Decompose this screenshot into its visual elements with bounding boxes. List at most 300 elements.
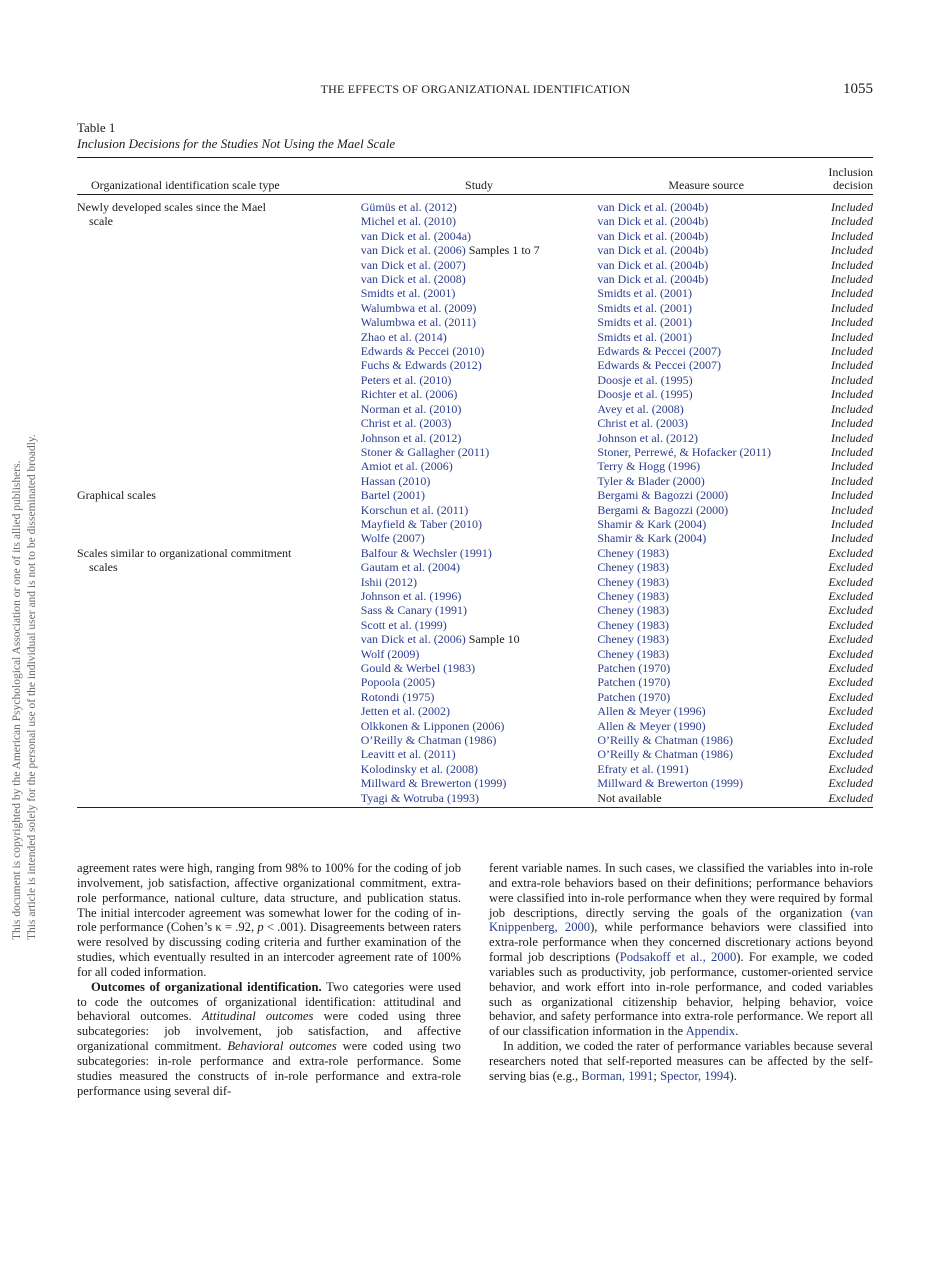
inclusion-decision-cell: Included [831,300,873,315]
table-row [77,762,873,776]
table-row [77,791,873,805]
study-cell [361,531,598,545]
inclusion-decision-cell: Excluded [828,704,873,719]
table-title: Inclusion Decisions for the Studies Not Using the Mael Scale [77,136,396,151]
right-paragraph-2 [489,1039,873,1084]
measure-source-link[interactable]: Patchen (1970) [597,675,671,690]
scale-type-cell [77,373,361,387]
scale-type-cell [77,416,361,430]
study-cell [361,704,598,718]
measure-source-link[interactable]: Cheney (1983) [597,603,669,618]
study-citation-link[interactable]: Korschun et al. (2011) [360,502,469,517]
study-citation-link[interactable]: Millward & Brewerton (1999) [360,776,507,791]
col-header-inclusion-line-1: Inclusion [828,165,873,179]
study-citation-link[interactable]: van Dick et al. (2006) [360,243,466,258]
col-header-scale-type: Organizational identification scale type [91,177,280,192]
table-header-rule [77,194,873,195]
measure-source-link[interactable]: van Dick et al. (2004b) [597,200,709,214]
study-citation-link[interactable]: Tyagi & Wotruba (1993) [360,790,480,805]
scale-type-cell [77,272,361,286]
study-cell [361,747,598,761]
table-row [77,358,873,372]
study-cell [361,358,598,372]
study-citation-link[interactable]: Norman et al. (2010) [360,401,462,416]
study-cell [361,272,598,286]
measure-source-cell [597,431,815,445]
citation-link[interactable]: Podsakoff et al., 2000 [619,950,737,965]
inclusion-decision-cell: Excluded [828,675,873,690]
study-citation-link[interactable]: Johnson et al. (2012) [360,430,462,445]
study-citation-link[interactable]: Scott et al. (1999) [360,617,447,632]
table-row [77,431,873,445]
measure-source-cell [597,503,815,517]
scale-type-cell [77,560,361,574]
study-citation-link[interactable]: Kolodinsky et al. (2008) [360,761,479,776]
study-citation-link[interactable]: Ishii (2012) [360,574,418,589]
study-citation-link[interactable]: Michel et al. (2010) [360,214,457,229]
scale-type-cell [77,445,361,459]
study-sample-note: Samples 1 to 7 [465,243,540,258]
study-cell [361,315,598,329]
study-citation-link[interactable]: Popoola (2005) [360,675,436,690]
study-citation-link[interactable]: Fuchs & Edwards (2012) [360,358,482,373]
scale-type-cell [77,229,361,243]
emphasized-text: Behavioral outcomes [227,1039,337,1054]
scale-type-cell [77,603,361,617]
measure-source-cell [597,560,815,574]
table-row [77,719,873,733]
measure-source-cell [597,373,815,387]
measure-source-link[interactable]: Terry & Hogg (1996) [597,459,701,474]
measure-source-link[interactable]: O’Reilly & Chatman (1986) [597,747,733,762]
scale-type-cell [77,358,361,372]
table-row [77,373,873,387]
table-label: Table 1 [77,120,116,135]
table-row [77,445,873,459]
study-cell [361,431,598,445]
inclusion-decision-cell: Included [831,257,873,272]
study-cell [361,560,598,574]
measure-source-cell [597,488,815,502]
body-text: ), while performance behaviors were classified into extra-role performance when they concerned discretionary actions beyond formal job descriptions ( [489,920,873,965]
table-row [77,632,873,646]
study-citation-link[interactable]: Smidts et al. (2001) [360,286,456,301]
study-citation-link[interactable]: Balfour & Wechsler (1991) [360,545,492,560]
study-cell [361,632,598,646]
measure-source-link[interactable]: Cheney (1983) [597,632,669,647]
measure-source-cell [597,358,815,372]
study-cell [361,402,598,416]
measure-source-link[interactable]: Allen & Meyer (1990) [597,718,706,733]
scale-type-cell [77,675,361,689]
table-row [77,330,873,344]
study-cell [361,330,598,344]
col-header-study: Study [465,177,494,192]
scale-type-cell [77,733,361,747]
col-header-inclusion-line-2: decision [833,178,873,192]
measure-source-link[interactable]: Cheney (1983) [597,588,669,603]
scale-type-cell [77,661,361,675]
measure-source-cell [597,531,815,545]
scale-type-label: Scales similar to organizational commitment [77,545,292,560]
body-column-right [489,861,873,1084]
study-citation-link[interactable]: Gümüs et al. (2012) [360,200,457,214]
study-citation-link[interactable]: Stoner & Gallagher (2011) [360,444,490,459]
table-row [77,618,873,632]
table-row [77,546,873,560]
study-citation-link[interactable]: Leavitt et al. (2011) [360,747,456,762]
table-row [77,675,873,689]
measure-source-cell [597,315,815,329]
scale-type-label-continued: scale [89,214,113,229]
study-citation-link[interactable]: Walumbwa et al. (2009) [360,300,477,315]
measure-source-link[interactable]: Doosje et al. (1995) [597,387,693,402]
scale-type-cell [77,474,361,488]
body-text: were coded using three subcategories: job involvement, job satisfaction, and affective organizational commitment. [77,1009,461,1054]
measure-source-link[interactable]: Cheney (1983) [597,545,669,560]
table-row [77,200,873,214]
scale-type-cell [77,286,361,300]
scale-type-cell [77,618,361,632]
study-citation-link[interactable]: Wolfe (2007) [360,531,425,546]
table-row [77,258,873,272]
col-header-inclusion-decision [815,166,873,194]
table-row [77,272,873,286]
table-row [77,214,873,228]
study-cell [361,387,598,401]
scale-type-cell [77,791,361,805]
inclusion-decision-cell: Included [831,214,873,229]
study-citation-link[interactable]: Jetten et al. (2002) [360,704,451,719]
study-cell [361,301,598,315]
study-cell [361,517,598,531]
measure-source-cell [597,243,815,257]
scale-type-cell [77,387,361,401]
measure-source-link[interactable]: Patchen (1970) [597,661,671,675]
study-citation-link[interactable]: van Dick et al. (2006) [360,632,466,647]
table-body [77,200,873,805]
scale-type-cell [77,243,361,257]
measure-source-cell [597,200,815,214]
scale-type-cell [77,647,361,661]
inclusion-decision-cell: Excluded [828,747,873,762]
table-row [77,776,873,790]
study-citation-link[interactable]: Edwards & Peccei (2010) [360,344,485,359]
scale-type-label: Graphical scales [77,488,156,503]
scale-type-label-continued: scales [89,560,118,575]
table-header-row [77,166,873,194]
study-citation-link[interactable]: Gould & Werbel (1983) [360,661,476,675]
scale-type-cell [77,258,361,272]
table-row [77,416,873,430]
table-row [77,344,873,358]
study-cell [361,229,598,243]
measure-source-link[interactable]: Cheney (1983) [597,574,669,589]
measure-source-link[interactable]: Avey et al. (2008) [597,401,684,416]
col-header-measure-source: Measure source [668,177,744,192]
measure-source-cell [597,546,815,560]
inclusion-decision-cell: Included [831,401,873,416]
study-citation-link[interactable]: van Dick et al. (2008) [360,272,466,287]
measure-source-link[interactable]: van Dick et al. (2004b) [597,257,709,272]
study-cell [361,373,598,387]
measure-source-cell [597,416,815,430]
measure-source-link[interactable]: O’Reilly & Chatman (1986) [597,733,733,748]
right-paragraph-1 [489,861,873,1039]
table-row [77,560,873,574]
table-row [77,690,873,704]
scale-type-cell [77,431,361,445]
scale-type-cell [77,719,361,733]
measure-source-cell [597,229,815,243]
study-citation-link[interactable]: Peters et al. (2010) [360,372,452,387]
study-citation-link[interactable]: Bartel (2001) [360,488,426,503]
measure-source-cell [597,776,815,790]
body-column-left [77,861,461,1099]
scale-type-cell [77,301,361,315]
inclusion-decision-cell: Included [831,430,873,445]
study-cell [361,661,598,675]
scale-type-cell [77,315,361,329]
study-citation-link[interactable]: Mayfield & Taber (2010) [360,516,482,531]
measure-source-cell [597,704,815,718]
scale-type-cell [77,762,361,776]
inclusion-decision-cell: Included [831,444,873,459]
table-row [77,243,873,257]
measure-source-cell [597,387,815,401]
study-sample-note: Sample 10 [465,632,520,647]
measure-source-cell [597,445,815,459]
study-citation-link[interactable]: van Dick et al. (2004a) [360,228,472,243]
inclusion-decision-cell: Included [831,272,873,287]
measure-source-link[interactable]: Shamir & Kark (2004) [597,531,707,546]
study-citation-link[interactable]: Rotondi (1975) [360,689,435,704]
measure-source-link[interactable]: Efraty et al. (1991) [597,761,689,776]
left-paragraph-1 [77,861,461,980]
study-cell [361,459,598,473]
table-row [77,531,873,545]
citation-link[interactable]: Borman, 1991 [581,1068,654,1083]
citation-link[interactable]: Spector, 1994 [660,1068,730,1083]
measure-source-cell [597,459,815,473]
measure-source-cell [597,791,815,805]
measure-source-link[interactable]: Bergami & Bagozzi (2000) [597,502,729,517]
scale-type-cell [77,503,361,517]
scale-type-cell [77,589,361,603]
table-row [77,229,873,243]
measure-source-link[interactable]: Edwards & Peccei (2007) [597,358,721,373]
measure-source-cell [597,575,815,589]
inclusion-decision-cell: Included [831,358,873,373]
inclusion-decision-cell: Included [831,200,873,214]
scale-type-cell [77,690,361,704]
study-cell [361,589,598,603]
measure-source-cell [597,661,815,675]
citation-link[interactable]: Appendix [685,1024,736,1039]
table-row [77,647,873,661]
table-top-rule [77,157,873,158]
inclusion-decision-cell: Excluded [828,574,873,589]
study-citation-link[interactable]: Olkkonen & Lipponen (2006) [360,718,505,733]
scale-type-cell [77,214,361,228]
side-note-line-1: This document is copyrighted by the American Psychological Association or one of its allied publishers. [11,460,23,940]
running-head: THE EFFECTS OF ORGANIZATIONAL IDENTIFICATION [320,82,631,96]
study-cell [361,258,598,272]
study-cell [361,762,598,776]
study-cell [361,474,598,488]
measure-source-link[interactable]: Smidts et al. (2001) [597,286,692,301]
measure-source-cell [597,474,815,488]
table-row [77,603,873,617]
section-heading: Outcomes of organizational identification. [91,979,322,994]
body-text: agreement rates were high, ranging from 98% to 100% for the coding of job involvement, job satisfaction, affective organizational commitment, extra-role performance, national culture, data structure, and publication status. The initial intercoder agreement was somewhat lower for the coding of in-role performance (Cohen’s κ = .92, [77,861,461,935]
measure-source-link[interactable]: Christ et al. (2003) [597,416,688,431]
inclusion-decision-cell: Excluded [828,632,873,647]
table-row [77,474,873,488]
measure-source-link[interactable]: Cheney (1983) [597,617,669,632]
study-citation-link[interactable]: O’Reilly & Chatman (1986) [360,733,497,748]
study-citation-link[interactable]: van Dick et al. (2007) [360,257,466,272]
measure-source-text: Not available [597,790,662,805]
study-cell [361,344,598,358]
inclusion-table [77,166,873,808]
inclusion-decision-cell: Included [831,329,873,344]
measure-source-cell [597,632,815,646]
inclusion-decision-cell: Excluded [828,588,873,603]
measure-source-link[interactable]: Cheney (1983) [597,560,669,575]
measure-source-link[interactable]: Edwards & Peccei (2007) [597,344,721,359]
measure-source-cell [597,762,815,776]
measure-source-cell [597,618,815,632]
inclusion-decision-cell: Included [831,372,873,387]
citation-link[interactable]: van Knippenberg, 2000 [489,905,873,935]
study-citation-link[interactable]: Zhao et al. (2014) [360,329,447,344]
table-row [77,503,873,517]
measure-source-link[interactable]: van Dick et al. (2004b) [597,272,709,287]
measure-source-link[interactable]: van Dick et al. (2004b) [597,228,709,243]
measure-source-link[interactable]: Shamir & Kark (2004) [597,516,707,531]
inclusion-decision-cell: Excluded [828,718,873,733]
measure-source-cell [597,517,815,531]
inclusion-decision-cell: Excluded [828,617,873,632]
inclusion-decision-cell: Included [831,488,873,503]
measure-source-link[interactable]: Smidts et al. (2001) [597,300,692,315]
study-citation-link[interactable]: Amiot et al. (2006) [360,459,453,474]
inclusion-decision-cell: Included [831,315,873,330]
measure-source-cell [597,675,815,689]
study-cell [361,719,598,733]
study-citation-link[interactable]: Richter et al. (2006) [360,387,458,402]
copyright-side-note [10,140,40,940]
inclusion-decision-cell: Excluded [828,689,873,704]
measure-source-link[interactable]: Smidts et al. (2001) [597,315,692,330]
scale-type-cell [77,200,361,214]
study-citation-link[interactable]: Hassan (2010) [360,473,431,488]
inclusion-decision-cell: Included [831,416,873,431]
body-text: In addition, we coded the rater of performance variables because several researchers noted that self-reported measures can be affected by the self-serving bias (e.g., [489,1039,873,1083]
measure-source-link[interactable]: Bergami & Bagozzi (2000) [597,488,729,503]
emphasized-text: p [257,920,264,935]
study-cell [361,214,598,228]
table-row [77,747,873,761]
measure-source-link[interactable]: van Dick et al. (2004b) [597,214,709,229]
scale-type-cell [77,747,361,761]
study-cell [361,546,598,560]
study-cell [361,200,598,214]
measure-source-link[interactable]: Stoner, Perrewé, & Hofacker (2011) [597,444,772,459]
study-citation-link[interactable]: Johnson et al. (1996) [360,588,462,603]
measure-source-link[interactable]: Johnson et al. (2012) [597,430,698,445]
body-text: ferent variable names. In such cases, we classified the variables into in-role and extra-role behaviors based on their definitions; performance behaviors were classified into in-role performance when they were required by formal job descriptions, directly serving the goals of the organization ( [489,861,873,920]
measure-source-link[interactable]: Tyler & Blader (2000) [597,473,705,488]
study-cell [361,575,598,589]
measure-source-link[interactable]: Doosje et al. (1995) [597,372,693,387]
table-row [77,517,873,531]
table-row [77,488,873,502]
study-cell [361,618,598,632]
body-text: . [735,1024,739,1039]
table-row [77,387,873,401]
measure-source-link[interactable]: Millward & Brewerton (1999) [597,776,743,791]
scale-type-cell [77,402,361,416]
body-text: < .001). Disagreements between raters were resolved by discussing coding criteria and further examination of the studies, which eventually resulted in an intercoder agreement rate of 100% for all coded information. [77,920,461,979]
measure-source-cell [597,301,815,315]
table-row [77,733,873,747]
measure-source-cell [597,647,815,661]
inclusion-decision-cell: Excluded [828,560,873,575]
inclusion-decision-cell: Included [831,286,873,301]
measure-source-link[interactable]: Patchen (1970) [597,689,671,704]
inclusion-decision-cell: Included [831,243,873,258]
measure-source-cell [597,603,815,617]
study-cell [361,503,598,517]
scale-type-label: Newly developed scales since the Mael [77,200,266,214]
inclusion-decision-cell: Included [831,502,873,517]
inclusion-decision-cell: Excluded [828,661,873,675]
scale-type-cell [77,531,361,545]
scale-type-cell [77,632,361,646]
study-citation-link[interactable]: Sass & Canary (1991) [360,603,468,618]
inclusion-decision-cell: Included [831,344,873,359]
study-citation-link[interactable]: Walumbwa et al. (2011) [360,315,476,330]
measure-source-cell [597,286,815,300]
body-text: Two categories were used to code the outcomes of organizational identification: attitudinal and behavioral outcomes. [77,979,461,1024]
inclusion-decision-cell: Excluded [828,776,873,791]
scale-type-cell [77,575,361,589]
measure-source-cell [597,589,815,603]
measure-source-link[interactable]: Cheney (1983) [597,646,669,661]
study-cell [361,733,598,747]
measure-source-link[interactable]: Allen & Meyer (1996) [597,704,706,719]
left-paragraph-2 [77,980,461,1099]
measure-source-link[interactable]: Smidts et al. (2001) [597,329,692,344]
body-text: ). For example, we coded variables such as productivity, job performance, customer-oriented service behavior, and work effort into in-role performance, and coded variables such as organizational citizenship behavior, helping behavior, voice behavior, and safety performance into extra-role performance. We report all of our classification information in the [489,950,873,1039]
study-citation-link[interactable]: Christ et al. (2003) [360,416,452,431]
study-citation-link[interactable]: Wolf (2009) [360,646,420,661]
scale-type-cell [77,344,361,358]
measure-source-cell [597,747,815,761]
scale-type-cell [77,488,361,502]
study-cell [361,603,598,617]
table-row [77,459,873,473]
measure-source-link[interactable]: van Dick et al. (2004b) [597,243,709,258]
measure-source-cell [597,690,815,704]
table-row [77,286,873,300]
scale-type-cell [77,704,361,718]
emphasized-text: Attitudinal outcomes [201,1009,314,1024]
table-row [77,315,873,329]
study-citation-link[interactable]: Gautam et al. (2004) [360,560,461,575]
